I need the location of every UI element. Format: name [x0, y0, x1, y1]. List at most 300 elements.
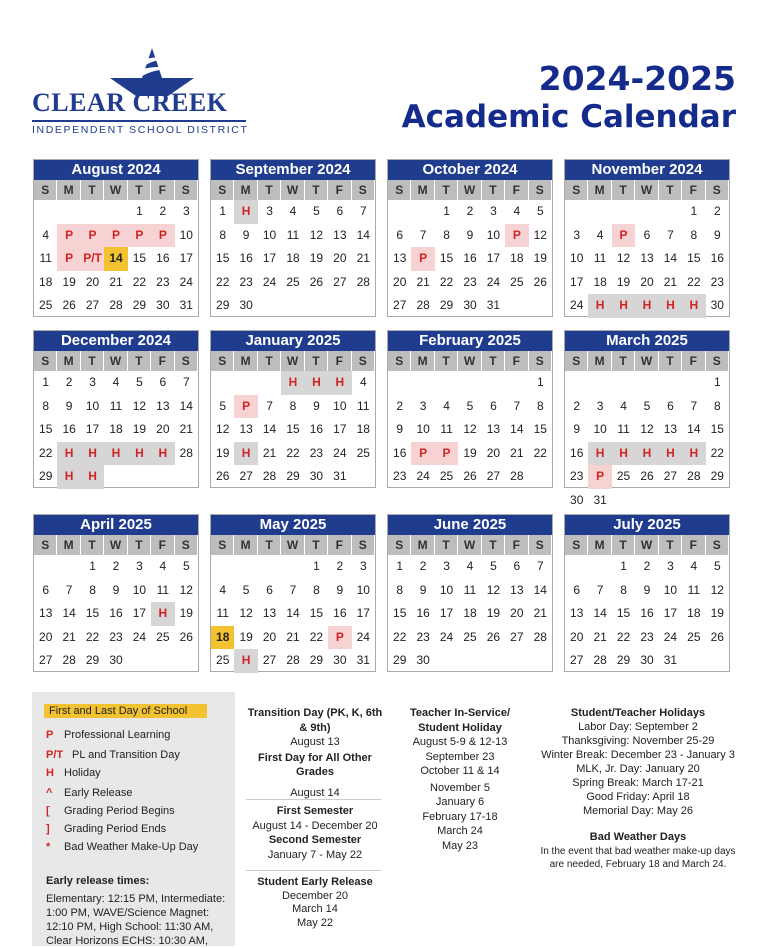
day-cell: 3	[667, 559, 674, 573]
teacher-inservice-info	[396, 706, 524, 853]
day-cell: 17	[179, 251, 193, 265]
day-cell: 3	[136, 559, 143, 573]
day-cell: 15	[393, 606, 407, 620]
weekday-label: W	[458, 351, 481, 371]
day-cell: 22	[309, 629, 324, 644]
day-cell: 21	[109, 274, 123, 289]
day-cell: 8	[713, 398, 721, 413]
day-cell: 26	[710, 629, 724, 644]
weekday-label: S	[388, 535, 411, 555]
weekday-label: W	[458, 180, 481, 200]
weekday-label: W	[281, 180, 304, 200]
day-cell: 23	[570, 469, 584, 483]
day-cell: 6	[513, 559, 521, 573]
month-calendar	[33, 159, 199, 317]
day-cell: 1	[536, 375, 544, 389]
day-cell: 30	[156, 298, 170, 312]
weekday-header	[565, 351, 729, 371]
day-cell: 11	[39, 251, 52, 265]
day-cell: 3	[443, 559, 450, 573]
weekday-label: F	[682, 180, 705, 200]
day-cell: 25	[356, 445, 370, 460]
tis-date: November 5	[430, 781, 490, 794]
day-cell: 21	[262, 445, 277, 460]
day-cell: P	[57, 224, 80, 248]
legend-panel	[32, 692, 235, 946]
month-title: September 2024	[211, 160, 375, 180]
weekday-label: T	[305, 180, 328, 200]
day-cell: 27	[85, 298, 100, 312]
weekday-label: S	[529, 351, 552, 371]
month-title: January 2025	[211, 331, 375, 351]
day-cell: 5	[643, 398, 651, 413]
day-cell: 30	[333, 653, 347, 667]
weekday-label: S	[706, 180, 729, 200]
early-release-title: Early release times:	[46, 875, 150, 887]
day-cell: 17	[663, 606, 678, 620]
weekday-label: S	[211, 535, 234, 555]
weekday-label: W	[635, 180, 658, 200]
day-cell: 11	[440, 422, 453, 436]
day-cell: 25	[439, 469, 454, 483]
title-name: Academic Calendar	[401, 99, 736, 135]
hol-date: Thanksgiving: November 25-29	[561, 735, 715, 747]
day-cell: 3	[490, 204, 497, 218]
day-cell: 7	[536, 559, 544, 573]
day-cell: 9	[419, 582, 427, 597]
day-cell: 29	[439, 298, 454, 312]
day-cell: 9	[466, 227, 474, 242]
day-cell: 22	[687, 274, 701, 289]
day-cell: 8	[690, 227, 698, 242]
day-cell: 31	[663, 653, 678, 667]
empty-cell	[34, 555, 57, 579]
day-cell: 6	[667, 398, 674, 413]
day-cell: H	[57, 465, 80, 489]
day-cell: 7	[289, 582, 297, 597]
day-cell: 15	[439, 251, 454, 265]
day-cell: P	[505, 224, 528, 248]
day-cell: 29	[216, 298, 230, 312]
transition-date: August 13	[290, 736, 340, 748]
legend-key: ^	[46, 787, 53, 799]
day-cell: 18	[356, 422, 370, 436]
day-cell: 17	[132, 606, 147, 620]
hol-date: Good Friday: April 18	[586, 791, 690, 803]
day-cell: 30	[463, 298, 477, 312]
day-cell: 31	[179, 298, 193, 312]
hol-date: Spring Break: March 17-21	[572, 777, 704, 789]
month-title: November 2024	[565, 160, 729, 180]
day-cell: 14	[356, 227, 370, 242]
month-calendar	[210, 159, 376, 317]
day-cell: H	[588, 294, 611, 318]
ser-date: March 14	[292, 903, 338, 915]
day-cell: P	[151, 224, 174, 248]
empty-cell	[588, 555, 611, 579]
month-title: March 2025	[565, 331, 729, 351]
empty-cell	[565, 371, 588, 395]
day-cell: 4	[359, 375, 367, 389]
empty-cell	[565, 555, 588, 579]
weekday-header	[34, 535, 198, 555]
sem1-dates: August 14 - December 20	[252, 819, 378, 832]
weekday-label: M	[234, 535, 257, 555]
day-cell: 19	[62, 274, 76, 289]
day-cell: 16	[393, 445, 407, 460]
weekday-label: T	[435, 351, 458, 371]
month-title: July 2025	[565, 515, 729, 535]
day-cell: 8	[42, 398, 50, 413]
weekday-header	[388, 180, 552, 200]
logo-subtitle: INDEPENDENT SCHOOL DISTRICT	[32, 124, 249, 136]
weekday-label: F	[682, 535, 705, 555]
legend-item	[46, 749, 180, 761]
day-cell: 20	[393, 274, 407, 289]
day-cell: 22	[286, 445, 300, 460]
legend-key: ]	[46, 823, 50, 835]
weekday-label: S	[352, 351, 375, 371]
weekday-label: S	[211, 351, 234, 371]
day-cell: 4	[42, 227, 50, 242]
day-cell: 16	[463, 251, 477, 265]
day-cell: 2	[159, 204, 167, 218]
empty-cell	[435, 371, 458, 395]
day-cell: H	[151, 442, 174, 466]
day-cell: 26	[640, 469, 654, 483]
weekday-label: T	[482, 535, 505, 555]
logo-name: CLEAR CREEK	[32, 88, 228, 117]
day-cell: 5	[242, 582, 250, 597]
day-cell: 11	[357, 398, 370, 413]
tis-date: January 6	[435, 796, 485, 808]
day-cell: 5	[490, 559, 497, 573]
weekday-label: S	[706, 535, 729, 555]
day-cell: 20	[333, 251, 347, 265]
day-grid	[34, 371, 198, 489]
weekday-label: M	[588, 535, 611, 555]
day-cell: 13	[663, 422, 678, 436]
day-cell: 4	[690, 559, 698, 573]
empty-cell	[659, 200, 682, 224]
day-cell: 2	[65, 375, 73, 389]
month-calendar	[33, 330, 199, 488]
weekday-label: F	[328, 180, 351, 200]
weekday-header	[211, 180, 375, 200]
day-cell: P	[128, 224, 151, 248]
day-cell: 5	[713, 559, 721, 573]
day-cell: 6	[573, 582, 581, 597]
day-cell: 13	[486, 422, 501, 436]
day-cell: 23	[463, 274, 477, 289]
day-cell: 1	[136, 204, 143, 218]
empty-cell	[211, 555, 234, 579]
month-title: February 2025	[388, 331, 552, 351]
day-cell: 22	[85, 629, 100, 644]
day-cell: 24	[132, 629, 147, 644]
day-cell: H	[57, 442, 80, 466]
day-cell: 24	[333, 445, 347, 460]
day-cell: 16	[333, 606, 347, 620]
day-cell: 18	[39, 274, 53, 289]
day-cell: 10	[593, 422, 607, 436]
day-cell: 23	[710, 274, 724, 289]
weekday-label: T	[612, 351, 635, 371]
day-cell: 9	[396, 422, 404, 436]
day-cell: 20	[486, 445, 501, 460]
day-cell: 10	[356, 582, 370, 597]
weekday-label: T	[435, 180, 458, 200]
day-cell: 20	[85, 274, 100, 289]
first-day-title: First Day for All Other Grades	[258, 751, 372, 778]
day-cell: 23	[156, 274, 170, 289]
weekday-label: S	[565, 535, 588, 555]
day-cell: 20	[156, 422, 170, 436]
legend-item	[46, 787, 132, 799]
weekday-header	[388, 535, 552, 555]
day-cell: 19	[710, 606, 724, 620]
day-cell: 9	[112, 582, 120, 597]
day-cell: 5	[219, 398, 227, 413]
legend-key: [	[46, 805, 50, 817]
day-cell: H	[682, 442, 705, 466]
month-title: October 2024	[388, 160, 552, 180]
day-cell: 18	[593, 274, 607, 289]
day-cell: 2	[419, 559, 427, 573]
weekday-label: S	[529, 535, 552, 555]
day-cell: 22	[710, 445, 724, 460]
transition-title: Transition Day (PK, K, 6th & 9th)	[247, 707, 383, 734]
month-calendar	[210, 330, 376, 488]
legend-first-last: First and Last Day of School	[44, 704, 207, 718]
day-cell: 8	[89, 582, 96, 597]
day-cell: H	[104, 442, 127, 466]
empty-cell	[565, 200, 588, 224]
day-cell: 10	[486, 227, 501, 242]
empty-cell	[234, 555, 257, 579]
sem2-title: Second Semester	[268, 834, 362, 846]
day-cell: 29	[309, 653, 324, 667]
day-cell: 6	[159, 375, 167, 389]
weekday-label: T	[258, 180, 281, 200]
day-cell: 18	[510, 251, 524, 265]
day-cell: 16	[62, 422, 76, 436]
weekday-label: T	[128, 351, 151, 371]
weekday-label: F	[151, 535, 174, 555]
day-cell: 14	[262, 422, 277, 436]
day-cell: 30	[109, 653, 123, 667]
weekday-label: S	[565, 180, 588, 200]
day-grid	[388, 371, 552, 489]
weekday-label: M	[234, 180, 257, 200]
district-logo	[30, 46, 252, 136]
weekday-label: T	[435, 535, 458, 555]
ser-title: Student Early Release	[257, 876, 373, 888]
day-cell: 7	[667, 227, 674, 242]
day-cell: 26	[486, 629, 501, 644]
month-calendar	[564, 330, 730, 507]
day-cell: 27	[486, 469, 501, 483]
early-release-info	[245, 876, 385, 930]
day-cell: 2	[643, 559, 651, 573]
page-title	[402, 60, 736, 136]
title-years: 2024-2025	[538, 59, 736, 98]
first-day-date: August 14	[290, 786, 340, 799]
day-cell: 18	[687, 606, 701, 620]
weekday-label: S	[388, 351, 411, 371]
day-cell: 28	[179, 445, 193, 460]
weekday-header	[565, 535, 729, 555]
weekday-header	[34, 180, 198, 200]
day-cell: 23	[416, 629, 430, 644]
day-cell: 20	[510, 606, 524, 620]
day-grid	[211, 371, 375, 489]
day-cell: 29	[39, 469, 53, 483]
day-cell: 29	[710, 469, 724, 483]
day-cell: H	[81, 465, 104, 489]
day-cell: H	[151, 602, 174, 626]
weekday-label: W	[635, 535, 658, 555]
month-calendar	[33, 514, 199, 672]
weekday-label: M	[234, 351, 257, 371]
legend-text: Early Release	[64, 787, 133, 799]
day-cell: 2	[466, 204, 474, 218]
day-cell: 12	[616, 251, 631, 265]
day-cell: 20	[640, 274, 654, 289]
day-cell: 19	[216, 445, 230, 460]
hol-title: Student/Teacher Holidays	[570, 707, 706, 719]
day-cell: 1	[443, 204, 450, 218]
day-grid	[34, 200, 198, 318]
tis-date: May 23	[441, 839, 479, 852]
weekday-label: T	[659, 535, 682, 555]
day-cell: 9	[713, 227, 721, 242]
legend-item	[46, 805, 175, 817]
day-cell: H	[128, 442, 151, 466]
day-cell: 10	[570, 251, 584, 265]
day-cell: 20	[39, 629, 53, 644]
day-cell: 15	[39, 422, 53, 436]
day-cell: 8	[396, 582, 404, 597]
day-cell: 30	[640, 653, 654, 667]
empty-cell	[588, 371, 611, 395]
day-cell: 14	[510, 422, 524, 436]
day-grid	[34, 555, 198, 673]
empty-cell	[612, 200, 635, 224]
weekday-label: S	[34, 351, 57, 371]
day-cell: 3	[182, 204, 190, 218]
day-cell: 30	[309, 469, 324, 483]
day-cell: 1	[219, 204, 227, 218]
day-cell: H	[305, 371, 328, 395]
day-cell: 17	[85, 422, 100, 436]
day-cell: 9	[313, 398, 320, 413]
day-cell: 17	[439, 606, 454, 620]
legend-text: Professional Learning	[64, 729, 171, 741]
empty-cell	[458, 371, 481, 395]
day-cell: 28	[356, 274, 370, 289]
day-cell: 27	[333, 274, 347, 289]
day-cell: 11	[216, 606, 229, 620]
month-title: June 2025	[388, 515, 552, 535]
weekday-label: S	[211, 180, 234, 200]
day-cell: 9	[242, 227, 250, 242]
hol-date: Winter Break: December 23 - January 3	[541, 749, 735, 761]
day-cell: 3	[359, 559, 367, 573]
day-cell: 1	[620, 559, 627, 573]
day-cell: 3	[419, 398, 427, 413]
weekday-header	[211, 535, 375, 555]
weekday-label: S	[34, 180, 57, 200]
day-cell: 25	[616, 469, 631, 483]
day-cell: H	[81, 442, 104, 466]
day-cell: 12	[486, 582, 501, 597]
day-cell: 12	[710, 582, 724, 597]
weekday-label: T	[81, 535, 104, 555]
empty-cell	[211, 371, 234, 395]
month-title: April 2025	[34, 515, 198, 535]
weekday-label: F	[151, 180, 174, 200]
weekday-header	[388, 351, 552, 371]
empty-cell	[258, 371, 281, 395]
day-cell: P/T	[81, 247, 104, 271]
day-cell: 1	[89, 559, 96, 573]
weekday-label: T	[612, 535, 635, 555]
day-cell: 23	[309, 445, 324, 460]
divider	[246, 870, 381, 871]
day-cell: 13	[640, 251, 654, 265]
day-cell: 19	[463, 445, 477, 460]
day-cell: P	[588, 465, 611, 489]
day-cell: 14	[104, 247, 127, 271]
day-cell: 16	[570, 445, 584, 460]
weekday-label: F	[505, 180, 528, 200]
day-grid	[211, 555, 375, 673]
weekday-label: T	[128, 535, 151, 555]
day-cell: 13	[333, 227, 347, 242]
day-cell: 7	[359, 204, 367, 218]
day-cell: 12	[179, 582, 193, 597]
weekday-label: S	[175, 351, 198, 371]
day-cell: 6	[42, 582, 50, 597]
weekday-label: T	[305, 535, 328, 555]
weekday-label: M	[57, 535, 80, 555]
day-cell: 15	[132, 251, 147, 265]
day-cell: P	[435, 442, 458, 466]
day-cell: 27	[663, 469, 678, 483]
day-cell: 26	[216, 469, 230, 483]
day-cell: 27	[39, 653, 53, 667]
day-cell: 25	[156, 629, 170, 644]
day-cell: 1	[42, 375, 50, 389]
day-cell: 31	[486, 298, 501, 312]
day-cell: 5	[466, 398, 474, 413]
day-cell: 27	[570, 653, 584, 667]
weekday-label: S	[175, 535, 198, 555]
day-cell: H	[234, 200, 257, 224]
day-cell: H	[635, 442, 658, 466]
weekday-label: S	[388, 180, 411, 200]
day-cell: 3	[89, 375, 96, 389]
day-cell: 24	[179, 274, 193, 289]
day-cell: 8	[443, 227, 450, 242]
day-cell: 14	[286, 606, 300, 620]
logo-divider	[32, 120, 246, 122]
legend-item	[46, 767, 101, 779]
day-cell: 4	[466, 559, 474, 573]
day-cell: 12	[132, 398, 147, 413]
day-cell: 10	[333, 398, 347, 413]
